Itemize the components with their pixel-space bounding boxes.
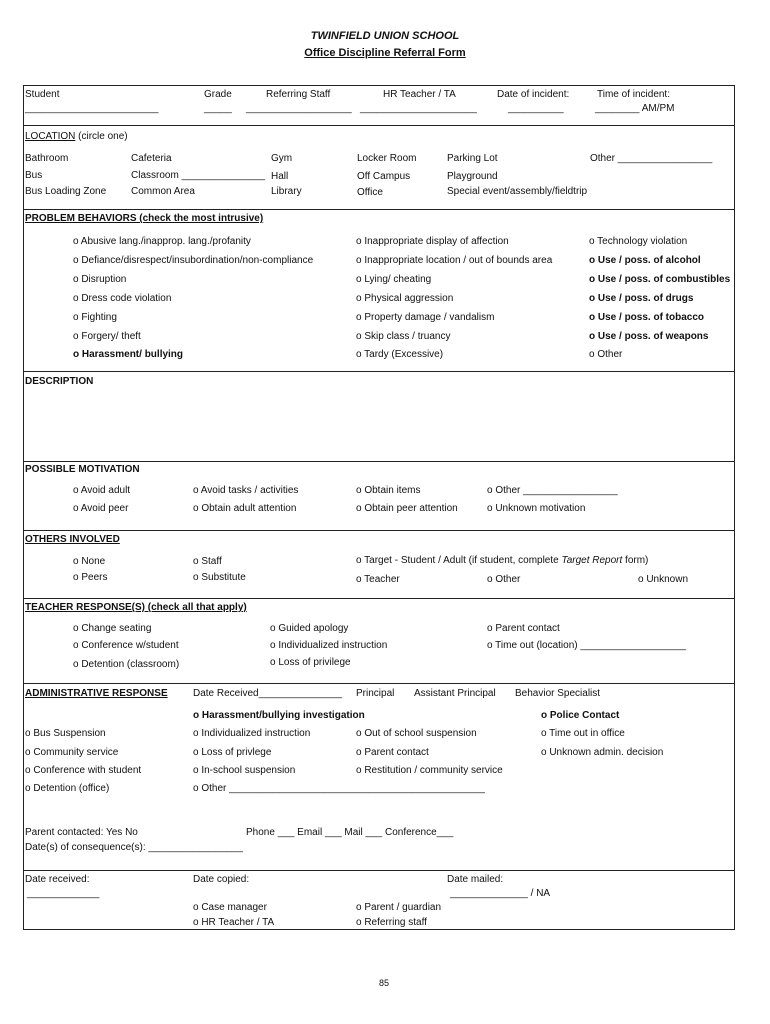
location-bus-loading-zone[interactable]: Bus Loading Zone xyxy=(25,186,107,197)
footer-date-mailed-field[interactable]: ______________ / NA xyxy=(450,888,551,899)
teacher-option[interactable]: o Loss of privilege xyxy=(270,657,351,668)
teacher-option[interactable]: o Conference w/student xyxy=(73,640,179,651)
problem-behaviors-heading: PROBLEM BEHAVIORS (check the most intrusive) xyxy=(25,213,264,224)
behavior-option[interactable]: o Disruption xyxy=(73,274,127,285)
others-option[interactable]: o Teacher xyxy=(356,574,400,585)
referring-staff-field[interactable]: ___________________ xyxy=(246,103,352,114)
location-locker-room[interactable]: Locker Room xyxy=(357,153,417,164)
others-option[interactable]: o Other xyxy=(487,574,521,585)
footer-date-received-field[interactable]: _____________ xyxy=(27,888,100,899)
admin-option[interactable]: o In-school suspension xyxy=(193,765,296,776)
admin-option[interactable]: o Individualized instruction xyxy=(193,728,311,739)
location-note: (circle one) xyxy=(78,131,128,142)
behavior-option[interactable]: o Use / poss. of tobacco xyxy=(589,312,705,323)
location-library[interactable]: Library xyxy=(271,186,302,197)
divider xyxy=(23,209,735,210)
admin-principal[interactable]: Principal xyxy=(356,688,395,699)
motivation-option[interactable]: o Avoid tasks / activities xyxy=(193,485,299,496)
motivation-option[interactable]: o Avoid adult xyxy=(73,485,131,496)
footer-date-mailed: Date mailed: xyxy=(447,874,504,885)
divider xyxy=(23,125,735,126)
divider xyxy=(23,683,735,684)
copy-parent-guardian[interactable]: o Parent / guardian xyxy=(356,902,442,913)
motivation-option[interactable]: o Obtain items xyxy=(356,485,421,496)
admin-date-received[interactable]: Date Received_______________ xyxy=(193,688,343,699)
footer-date-received: Date received: xyxy=(25,874,90,885)
location-gym[interactable]: Gym xyxy=(271,153,293,164)
hr-teacher-field[interactable]: _____________________ xyxy=(360,103,477,114)
copy-hr-teacher[interactable]: o HR Teacher / TA xyxy=(193,917,275,928)
date-incident-field[interactable]: __________ xyxy=(508,103,564,114)
location-common-area[interactable]: Common Area xyxy=(131,186,195,197)
behavior-option[interactable]: o Inappropriate display of affection xyxy=(356,236,509,247)
teacher-option[interactable]: o Individualized instruction xyxy=(270,640,388,651)
behavior-option[interactable]: o Dress code violation xyxy=(73,293,172,304)
others-option[interactable]: o Peers xyxy=(73,572,108,583)
location-cafeteria[interactable]: Cafeteria xyxy=(131,153,172,164)
behavior-option[interactable]: o Harassment/ bullying xyxy=(73,349,184,360)
behavior-option[interactable]: o Forgery/ theft xyxy=(73,331,141,342)
admin-police[interactable]: o Police Contact xyxy=(541,710,620,721)
teacher-option[interactable]: o Detention (classroom) xyxy=(73,659,180,670)
school-name: TWINFIELD UNION SCHOOL xyxy=(310,30,460,42)
admin-option[interactable]: o Community service xyxy=(25,747,119,758)
motivation-option[interactable]: o Other _________________ xyxy=(487,485,618,496)
others-option[interactable]: o Substitute xyxy=(193,572,246,583)
student-field[interactable]: ________________________ xyxy=(25,103,159,114)
behavior-option[interactable]: o Tardy (Excessive) xyxy=(356,349,444,360)
others-involved-heading: OTHERS INVOLVED xyxy=(25,534,120,545)
teacher-option[interactable]: o Time out (location) ___________________ xyxy=(487,640,687,651)
motivation-option[interactable]: o Obtain peer attention xyxy=(356,503,458,514)
description-heading: DESCRIPTION xyxy=(25,376,94,387)
location-hall[interactable]: Hall xyxy=(271,171,289,182)
page-number: 85 xyxy=(379,978,390,988)
student-label: Student xyxy=(25,89,60,100)
location-bus[interactable]: Bus xyxy=(25,170,43,181)
teacher-response-heading: TEACHER RESPONSE(S) (check all that apply) xyxy=(25,602,247,613)
target-report: Target Report xyxy=(561,555,623,566)
grade-field[interactable]: _____ xyxy=(204,103,232,114)
behavior-option[interactable]: o Inappropriate location / out of bounds area xyxy=(356,255,553,266)
location-heading: LOCATION xyxy=(25,131,76,142)
motivation-heading: POSSIBLE MOTIVATION xyxy=(25,464,140,475)
admin-assistant-principal[interactable]: Assistant Principal xyxy=(414,688,496,699)
frame-right xyxy=(734,85,735,930)
behavior-option[interactable]: o Fighting xyxy=(73,312,117,323)
hr-teacher-label: HR Teacher / TA xyxy=(383,89,456,100)
parent-contact-methods[interactable]: Phone ___ Email ___ Mail ___ Conference___ xyxy=(246,827,454,838)
location-section xyxy=(25,131,128,143)
footer-date-copied: Date copied: xyxy=(193,874,250,885)
frame-left xyxy=(23,85,24,930)
copy-case-manager[interactable]: o Case manager xyxy=(193,902,267,913)
frame-bottom xyxy=(23,929,735,930)
motivation-option[interactable]: o Avoid peer xyxy=(73,503,129,514)
admin-behavior-specialist[interactable]: Behavior Specialist xyxy=(515,688,601,699)
location-bathroom[interactable]: Bathroom xyxy=(25,153,69,164)
behavior-option[interactable]: o Lying/ cheating xyxy=(356,274,432,285)
motivation-option[interactable]: o Obtain adult attention xyxy=(193,503,297,514)
form-title: Office Discipline Referral Form xyxy=(304,47,466,59)
time-incident-field[interactable]: ________ AM/PM xyxy=(595,103,675,114)
time-incident-label: Time of incident: xyxy=(597,89,670,100)
location-playground[interactable]: Playground xyxy=(447,171,498,182)
others-option-target[interactable] xyxy=(356,555,648,567)
behavior-option[interactable]: o Other xyxy=(589,349,623,360)
referring-staff-label: Referring Staff xyxy=(266,89,331,100)
admin-option[interactable]: o Out of school suspension xyxy=(356,728,477,739)
location-off-campus[interactable]: Off Campus xyxy=(357,171,411,182)
divider xyxy=(23,461,735,462)
behavior-option[interactable]: o Use / poss. of drugs xyxy=(589,293,694,304)
parent-contacted[interactable]: Parent contacted: Yes No xyxy=(25,827,138,838)
behavior-option[interactable]: o Use / poss. of combustibles xyxy=(589,274,731,285)
motivation-option[interactable]: o Unknown motivation xyxy=(487,503,586,514)
copy-referring-staff[interactable]: o Referring staff xyxy=(356,917,427,928)
location-special-event[interactable]: Special event/assembly/fieldtrip xyxy=(447,186,588,197)
others-option[interactable]: o Staff xyxy=(193,556,222,567)
grade-label: Grade xyxy=(204,89,232,100)
behavior-option[interactable]: o Abusive lang./inapprop. lang./profanity xyxy=(73,236,251,247)
location-other[interactable]: Other _________________ xyxy=(590,153,713,164)
admin-option[interactable]: o Detention (office) xyxy=(25,783,110,794)
date-incident-label: Date of incident: xyxy=(497,89,570,100)
admin-option[interactable]: o Bus Suspension xyxy=(25,728,106,739)
admin-option[interactable]: o Time out in office xyxy=(541,728,625,739)
divider xyxy=(23,598,735,599)
divider xyxy=(23,371,735,372)
admin-option[interactable]: o Loss of privlege xyxy=(193,747,272,758)
admin-option[interactable]: o Restitution / community service xyxy=(356,765,503,776)
behavior-option[interactable]: o Skip class / truancy xyxy=(356,331,451,342)
location-office[interactable]: Office xyxy=(357,187,383,198)
teacher-option[interactable]: o Parent contact xyxy=(487,623,560,634)
consequence-dates[interactable]: Date(s) of consequence(s): _________________ xyxy=(25,842,243,853)
location-parking-lot[interactable]: Parking Lot xyxy=(447,153,498,164)
location-classroom[interactable]: Classroom _______________ xyxy=(131,170,265,181)
admin-option[interactable]: o Unknown admin. decision xyxy=(541,747,664,758)
behavior-option[interactable]: o Property damage / vandalism xyxy=(356,312,495,323)
frame-top xyxy=(23,85,735,86)
others-option[interactable]: o Unknown xyxy=(638,574,689,585)
target-form: form) xyxy=(622,555,649,566)
divider xyxy=(23,530,735,531)
admin-response-heading: ADMINISTRATIVE RESPONSE xyxy=(25,688,168,699)
teacher-option[interactable]: o Change seating xyxy=(73,623,152,634)
behavior-option[interactable]: o Physical aggression xyxy=(356,293,454,304)
behavior-option[interactable]: o Defiance/disrespect/insubordination/non-compliance xyxy=(73,255,314,266)
description-area[interactable] xyxy=(25,392,731,458)
admin-option[interactable]: o Conference with student xyxy=(25,765,142,776)
target-text: o Target - Student / Adult (if student, complete xyxy=(356,555,562,566)
teacher-option[interactable]: o Guided apology xyxy=(270,623,349,634)
behavior-option[interactable]: o Use / poss. of weapons xyxy=(589,331,709,342)
behavior-option[interactable]: o Use / poss. of alcohol xyxy=(589,255,701,266)
behavior-option[interactable]: o Technology violation xyxy=(589,236,688,247)
others-option[interactable]: o None xyxy=(73,556,106,567)
divider xyxy=(23,870,735,871)
admin-option[interactable]: o Other ______________________________________________ xyxy=(193,783,485,794)
admin-harassment[interactable]: o Harassment/bullying investigation xyxy=(193,710,365,721)
admin-option[interactable]: o Parent contact xyxy=(356,747,429,758)
